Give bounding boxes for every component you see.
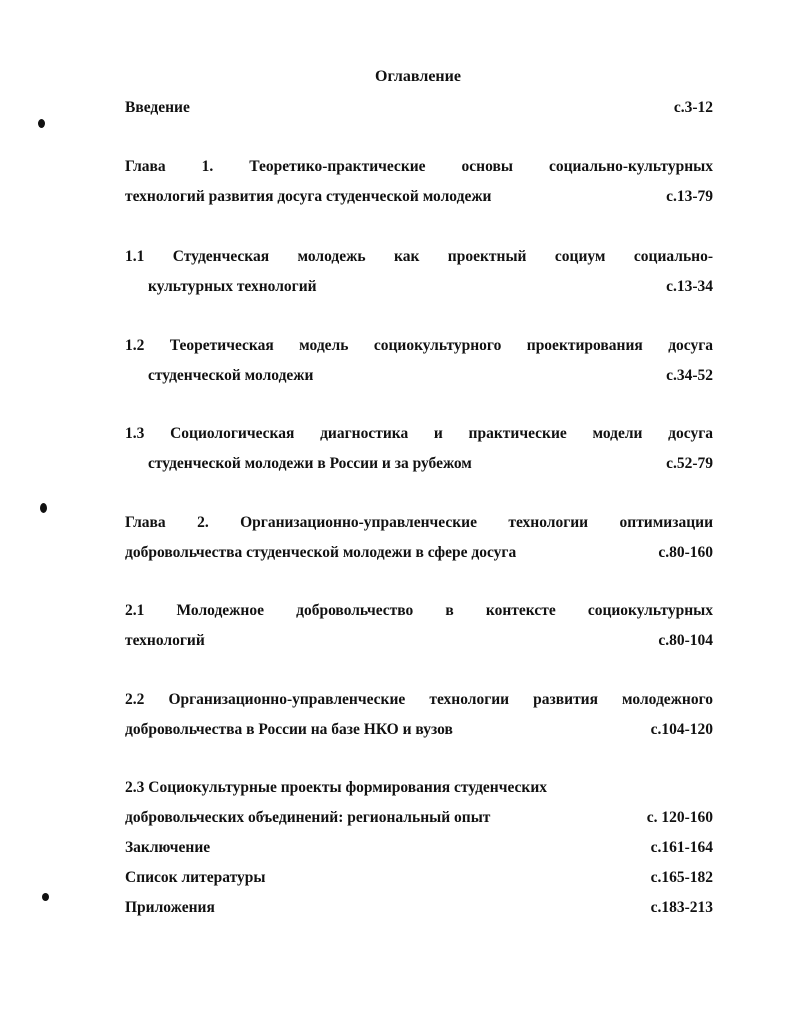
toc-entry-s11-line1: 1.1 Студенческая молодежь как проектный социум социально-: [125, 248, 713, 265]
toc-entry-s22-line2: [125, 719, 713, 741]
toc-page: с.52-79: [666, 455, 713, 472]
toc-page: с. 120-160: [646, 809, 713, 826]
binder-hole-mark: [42, 893, 49, 901]
toc-label: добровольчества в России на базе НКО и вузов: [125, 721, 453, 738]
toc-entry-s21-line2: [125, 630, 713, 652]
toc-entry-ch2-line1: Глава 2. Организационно-управленческие технологии оптимизации: [125, 514, 713, 531]
toc-label: студенческой молодежи в России и за рубежом: [148, 455, 472, 472]
toc-entry-s21-line1: 2.1 Молодежное добровольчество в контексте социокультурных: [125, 602, 713, 619]
toc-page: с.161-164: [650, 839, 713, 856]
toc-entry-s13-line2: [148, 453, 713, 475]
toc-label: Приложения: [125, 899, 215, 916]
toc-label: Введение: [125, 99, 190, 116]
binder-hole-mark: [38, 119, 45, 128]
toc-title: Оглавление: [375, 68, 461, 85]
toc-entry-ch1-line1: Глава 1. Теоретико-практические основы социально-культурных: [125, 158, 713, 175]
toc-entry-conclusion: [125, 837, 713, 859]
toc-page: с.104-120: [650, 721, 713, 738]
toc-label: культурных технологий: [148, 278, 317, 295]
toc-page: с.165-182: [650, 869, 713, 886]
toc-entry-s13-line1: 1.3 Социологическая диагностика и практические модели досуга: [125, 425, 713, 442]
toc-entry-s12-line1: 1.2 Теоретическая модель социокультурного проектирования досуга: [125, 337, 713, 354]
toc-entry-ch1-line2: [125, 186, 713, 208]
toc-label: Список литературы: [125, 869, 266, 886]
toc-label: студенческой молодежи: [148, 367, 314, 384]
toc-entry-s11-line2: [148, 276, 713, 298]
toc-page: с.13-34: [666, 278, 713, 295]
toc-label: добровольчества студенческой молодежи в сфере досуга: [125, 544, 517, 561]
toc-entry-s23-line1: 2.3 Социокультурные проекты формирования студенческих: [125, 779, 548, 796]
toc-label: Заключение: [125, 839, 211, 856]
toc-page: с.80-160: [658, 544, 713, 561]
toc-entry-appendix: [125, 897, 713, 919]
toc-entry-s12-line2: [148, 365, 713, 387]
toc-entry-literature: [125, 867, 713, 889]
toc-label: технологий: [125, 632, 205, 649]
toc-page: с.80-104: [658, 632, 713, 649]
toc-page: с.13-79: [666, 188, 713, 205]
toc-label: технологий развития досуга студенческой молодежи: [125, 188, 492, 205]
toc-label: добровольческих объединений: региональный опыт: [125, 809, 491, 826]
toc-entry-s22-line1: 2.2 Организационно-управленческие технологии развития молодежного: [125, 691, 713, 708]
toc-entry-ch2-line2: [125, 542, 713, 564]
toc-page: с.3-12: [673, 99, 713, 116]
toc-entry-s23-line2: [125, 807, 713, 829]
binder-hole-mark: [40, 503, 47, 513]
toc-entry-intro: [125, 97, 713, 119]
toc-page: с.34-52: [666, 367, 713, 384]
toc-page: с.183-213: [650, 899, 713, 916]
